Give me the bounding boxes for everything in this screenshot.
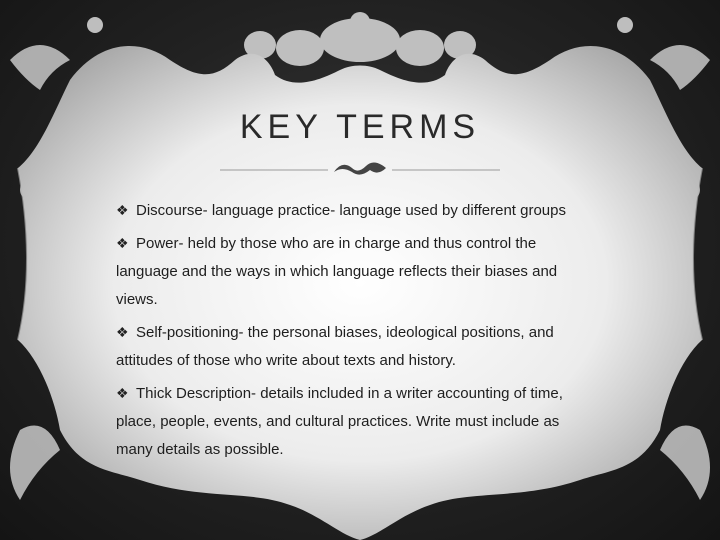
bullet-text: Power- held by those who are in charge and thus control the language and the ways in which language reflects their biases and views.	[116, 235, 558, 308]
bullet-text: Discourse- language practice- language used by different groups	[136, 202, 566, 219]
list-item	[116, 229, 596, 314]
diamond-dot-icon: ❖	[116, 324, 129, 340]
scroll-flourish-icon	[0, 156, 720, 186]
diamond-dot-icon: ❖	[116, 235, 129, 251]
bullet-text: Self-positioning- the personal biases, ideological positions, and attitudes of those who write about texts and history.	[116, 324, 554, 369]
diamond-dot-icon: ❖	[116, 385, 129, 401]
list-item	[116, 196, 596, 225]
slide-title: KEY TERMS	[239, 108, 481, 146]
list-item	[116, 318, 596, 375]
diamond-dot-icon: ❖	[116, 202, 129, 218]
bullet-text: Thick Description- details included in a writer accounting of time, place, people, events, and cultural practices. Write must include as many details as possible.	[116, 385, 563, 458]
list-item	[116, 379, 596, 464]
bullet-list	[116, 196, 596, 468]
